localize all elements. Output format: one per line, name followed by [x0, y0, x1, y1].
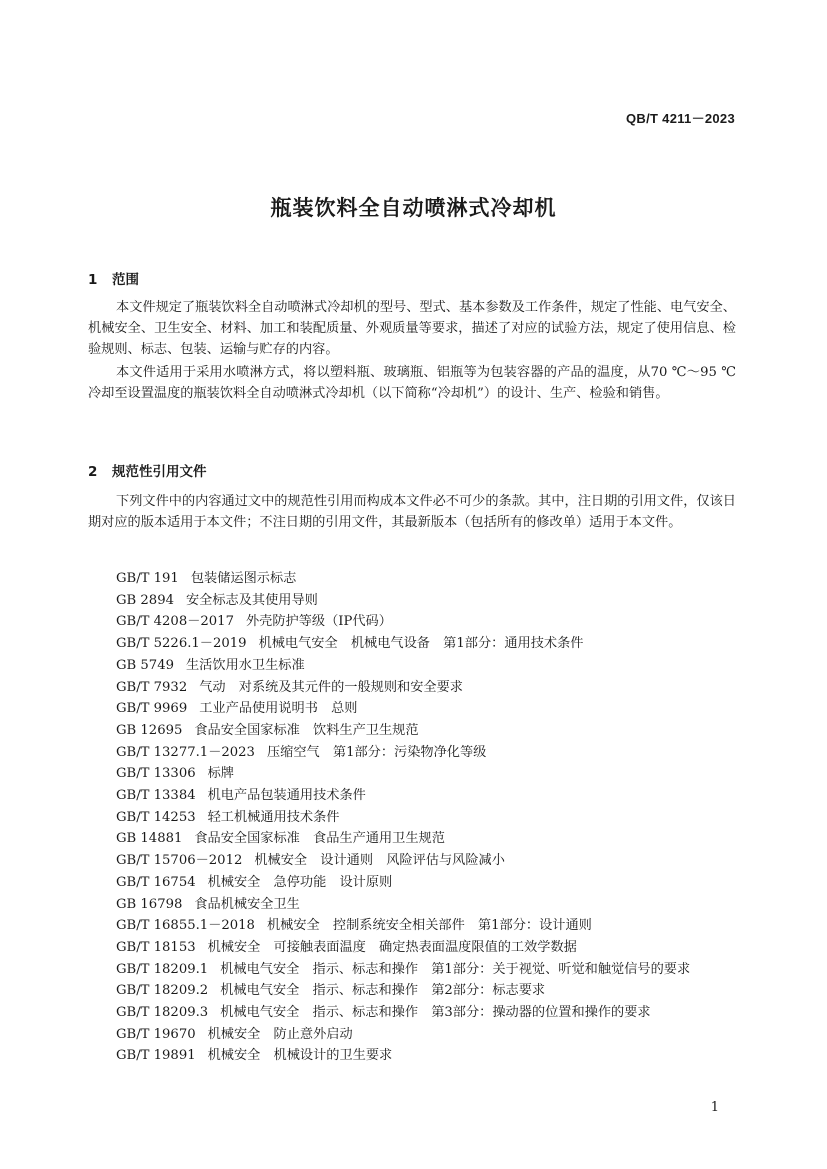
- reference-title: 机械安全 设计通则 风险评估与风险减小: [254, 853, 505, 869]
- reference-item: [116, 1024, 690, 1046]
- reference-list: [116, 568, 690, 1067]
- reference-item: [116, 742, 690, 764]
- reference-item: [116, 568, 690, 590]
- reference-item: [116, 850, 690, 872]
- section-title: 范围: [112, 272, 139, 288]
- reference-title: 机械安全 急停功能 设计原则: [207, 874, 393, 890]
- reference-item: [116, 872, 690, 894]
- reference-code: GB/T 5226.1－2019: [116, 636, 247, 652]
- reference-code: GB/T 19891: [116, 1048, 196, 1064]
- reference-code: GB/T 13277.1－2023: [116, 744, 255, 760]
- reference-item: [116, 959, 690, 981]
- reference-title: 机电产品包装通用技术条件: [207, 788, 366, 804]
- reference-code: GB/T 7932: [116, 679, 188, 695]
- reference-code: GB/T 4208－2017: [116, 614, 234, 630]
- reference-code: GB/T 9969: [116, 701, 188, 717]
- reference-title: 机械安全 机械设计的卫生要求: [207, 1048, 393, 1064]
- reference-code: GB 5749: [116, 657, 174, 673]
- reference-item: [116, 677, 690, 699]
- reference-code: GB/T 14253: [116, 809, 196, 825]
- reference-item: [116, 655, 690, 677]
- reference-title: 生活饮用水卫生标准: [185, 657, 305, 673]
- reference-item: [116, 611, 690, 633]
- reference-code: GB 2894: [116, 592, 174, 608]
- reference-code: GB/T 191: [116, 571, 179, 586]
- reference-item: [116, 1045, 690, 1067]
- section-number: 1: [88, 272, 98, 288]
- reference-code: GB/T 18153: [116, 939, 196, 955]
- reference-item: [116, 915, 690, 937]
- document-title: 瓶装饮料全自动喷淋式冷却机: [270, 196, 557, 220]
- reference-item: [116, 828, 690, 850]
- reference-title: 工业产品使用说明书 总则: [199, 701, 358, 717]
- references-intro-paragraph: 下列文件中的内容通过文中的规范性引用而构成本文件必不可少的条款。其中，注日期的引用文件，仅该日期对应的版本适用于本文件；不注日期的引用文件，其最新版本（包括所有的修改单）适用于本文件。: [88, 494, 736, 530]
- reference-code: GB/T 19670: [116, 1026, 196, 1042]
- reference-code: GB/T 13306: [116, 766, 196, 782]
- reference-title: 食品安全国家标准 饮料生产卫生规范: [194, 722, 419, 738]
- section-number: 2: [88, 464, 98, 480]
- reference-title: 机械安全 防止意外启动: [207, 1026, 353, 1042]
- reference-item: [116, 807, 690, 829]
- reference-title: 机械电气安全 机械电气设备 第1部分：通用技术条件: [258, 636, 584, 652]
- reference-code: GB/T 13384: [116, 788, 196, 804]
- reference-code: GB/T 15706－2012: [116, 853, 243, 869]
- section-heading-normative-references: [88, 460, 207, 480]
- page-number: 1: [710, 1100, 719, 1115]
- reference-code: GB/T 18209.2: [116, 983, 209, 999]
- reference-code: GB/T 16855.1－2018: [116, 918, 255, 934]
- reference-item: [116, 698, 690, 720]
- reference-title: 轻工机械通用技术条件: [207, 809, 340, 825]
- reference-item: [116, 980, 690, 1002]
- reference-title: 机械电气安全 指示、标志和操作 第2部分：标志要求: [220, 983, 546, 999]
- standard-code: QB/T 4211－2023: [626, 111, 735, 126]
- reference-item: [116, 590, 690, 612]
- reference-item: [116, 763, 690, 785]
- reference-title: 标牌: [207, 766, 234, 782]
- scope-paragraph: 本文件规定了瓶装饮料全自动喷淋式冷却机的型号、型式、基本参数及工作条件，规定了性能、电气安全、机械安全、卫生安全、材料、加工和装配质量、外观质量等要求，描述了对应的试验方法，规定了使用信息、检验规则、标志、包装、运输与贮存的内容。: [88, 300, 736, 357]
- reference-title: 机械安全 控制系统安全相关部件 第1部分：设计通则: [266, 918, 592, 934]
- reference-title: 机械电气安全 指示、标志和操作 第3部分：操动器的位置和操作的要求: [220, 1005, 651, 1021]
- reference-item: [116, 720, 690, 742]
- reference-code: GB 12695: [116, 722, 183, 738]
- reference-item: [116, 894, 690, 916]
- reference-code: GB/T 18209.1: [116, 961, 209, 977]
- reference-item: [116, 785, 690, 807]
- reference-title: 食品安全国家标准 食品生产通用卫生规范: [194, 831, 445, 847]
- reference-item: [116, 1002, 690, 1024]
- reference-title: 安全标志及其使用导则: [185, 592, 318, 608]
- section-title: 规范性引用文件: [112, 464, 207, 480]
- reference-title: 气动 对系统及其元件的一般规则和安全要求: [199, 679, 463, 695]
- scope-paragraph: 本文件适用于采用水喷淋方式，将以塑料瓶、玻璃瓶、铝瓶等为包装容器的产品的温度，从70 ℃～95 ℃冷却至设置温度的瓶装饮料全自动喷淋式冷却机（以下简称“冷却机”）的设计、生产、检验和销售。: [88, 365, 736, 401]
- reference-item: [116, 937, 690, 959]
- reference-code: GB/T 18209.3: [116, 1005, 209, 1021]
- reference-title: 机械安全 可接触表面温度 确定热表面温度限值的工效学数据: [207, 939, 577, 955]
- reference-code: GB 14881: [116, 831, 183, 847]
- reference-item: [116, 633, 690, 655]
- reference-code: GB/T 16754: [116, 874, 196, 890]
- reference-code: GB 16798: [116, 896, 183, 912]
- reference-title: 机械电气安全 指示、标志和操作 第1部分：关于视觉、听觉和触觉信号的要求: [220, 961, 691, 977]
- reference-title: 压缩空气 第1部分：污染物净化等级: [266, 744, 487, 760]
- reference-title: 包装储运图示标志: [190, 571, 297, 586]
- section-heading-scope: [88, 268, 139, 288]
- reference-title: 食品机械安全卫生: [194, 896, 300, 912]
- reference-title: 外壳防护等级（IP代码）: [245, 614, 392, 630]
